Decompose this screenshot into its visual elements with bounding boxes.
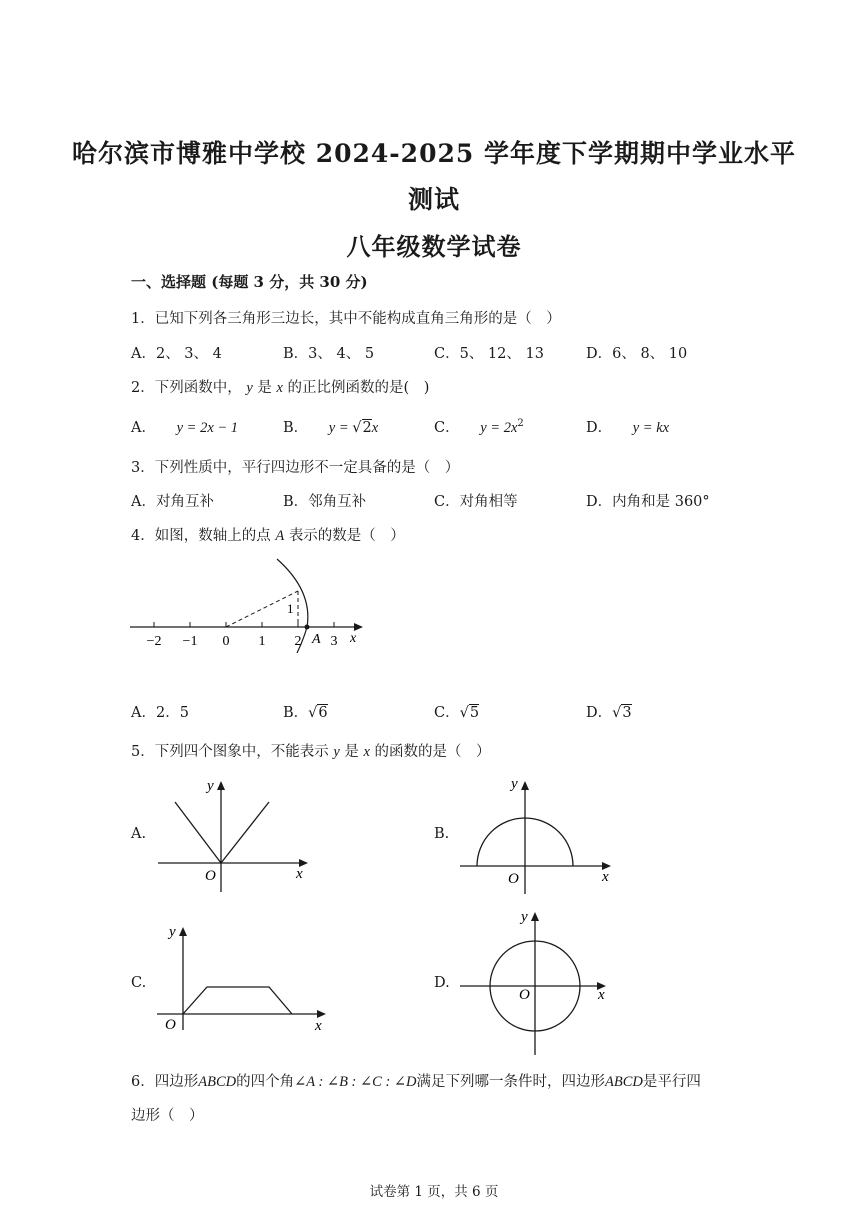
question-1-option-c: C．5、 12、 13 <box>434 346 544 362</box>
x-axis-label: x <box>315 1018 322 1034</box>
axis-x-label: x <box>350 631 357 646</box>
question-5-stem <box>131 740 491 761</box>
question-2-option-d-formula: y = kx <box>632 420 670 436</box>
y-axis-arrow-icon <box>217 781 225 790</box>
y-axis-label: y <box>207 778 214 794</box>
question-3-option-a: A．对角互补 <box>131 494 214 510</box>
question-3-stem: 3．下列性质中，平行四边形不一定具备的是（ ） <box>131 460 460 476</box>
question-4-stem-suffix: 表示的数是（ ） <box>288 528 405 544</box>
tick-label: 3 <box>330 634 338 649</box>
question-5-stem-suffix: 的函数的是（ ） <box>374 744 491 760</box>
question-3-option-c: C．对角相等 <box>434 494 518 510</box>
question-2-option-b-radicand: 2 <box>362 420 372 436</box>
question-4-option-d-radicand: 3 <box>622 705 632 721</box>
question-2-stem-suffix: 的正比例函数的是( ) <box>287 380 430 396</box>
question-4-option-a-value: 2．5 <box>155 705 189 721</box>
option-label: C． <box>434 420 460 436</box>
question-2-stem-mid: 是 <box>257 380 272 396</box>
height-label: 1 <box>287 601 294 616</box>
question-6-line1 <box>131 1070 701 1091</box>
axis-arrow-icon <box>354 623 363 631</box>
tick-label: −1 <box>182 634 198 649</box>
graph-b-label: B. <box>434 826 450 842</box>
sqrt-sign-icon: √ <box>612 705 622 721</box>
origin-label: O <box>519 987 530 1003</box>
point-a-label: A <box>312 632 321 647</box>
option-label: A． <box>131 705 156 721</box>
option-label: D． <box>586 705 613 721</box>
graph-d-label: D. <box>434 975 450 991</box>
origin-label: O <box>508 871 519 887</box>
y-axis-arrow-icon <box>179 927 187 936</box>
trapezoid-path <box>183 987 292 1014</box>
option-label: B． <box>283 705 309 721</box>
question-4-option-a <box>131 701 189 722</box>
tick-label: 2 <box>294 634 302 649</box>
y-axis-label: y <box>521 909 528 925</box>
question-2-option-d <box>586 416 669 437</box>
tick-label: −2 <box>146 634 162 649</box>
question-6-quad2: ABCD <box>605 1074 643 1090</box>
exam-subtitle: 八年级数学试卷 <box>346 232 522 261</box>
number-line-figure <box>125 553 370 653</box>
question-6-prefix: 6．四边形 <box>131 1074 199 1090</box>
question-2-stem-x: x <box>276 380 283 396</box>
question-2-option-b-prefix: y = <box>328 420 353 436</box>
question-6-suffix: 满足下列哪一条件时，四边形 <box>416 1074 606 1090</box>
question-4-option-c <box>434 701 479 722</box>
sqrt-sign-icon: √ <box>459 705 469 721</box>
tick-label: 1 <box>258 634 266 649</box>
option-label: B． <box>283 420 309 436</box>
page-footer: 试卷第 1 页，共 6 页 <box>369 1184 499 1200</box>
question-2-option-c-exponent: 2 <box>517 418 524 430</box>
question-3-option-b: B．邻角互补 <box>283 494 367 510</box>
origin-label: O <box>205 868 216 884</box>
question-5-stem-y: y <box>333 744 340 760</box>
question-2-option-b-var: x <box>371 420 379 436</box>
y-axis-arrow-icon <box>531 912 539 921</box>
graph-a-label: A. <box>131 826 147 842</box>
question-2-option-a-formula: y = 2x − 1 <box>176 420 239 436</box>
x-axis-arrow-icon <box>317 1010 326 1018</box>
question-4-option-d <box>586 701 632 722</box>
question-4-stem-point: A <box>275 528 285 544</box>
question-6-end: 是平行四 <box>642 1074 701 1090</box>
x-axis-label: x <box>296 866 303 882</box>
question-1-option-a: A．2、 3、 4 <box>131 346 222 362</box>
option-label: C． <box>434 705 460 721</box>
question-1-option-b: B．3、 4、 5 <box>283 346 375 362</box>
question-2-stem-prefix: 2．下列函数中， <box>131 380 242 396</box>
question-2-option-c-base: y = 2x <box>480 420 518 436</box>
question-1-option-d: D．6、 8、 10 <box>586 346 688 362</box>
origin-label: O <box>165 1017 176 1033</box>
question-2-stem-y: y <box>246 380 253 396</box>
exam-title-line1: 哈尔滨市博雅中学校 2024-2025 学年度下学期期中学业水平 <box>72 139 796 168</box>
graph-c-label: C. <box>131 975 147 991</box>
question-2-stem <box>131 376 429 397</box>
question-1-stem: 1．已知下列各三角形三边长，其中不能构成直角三角形的是（ ） <box>131 311 561 327</box>
graph-c <box>155 918 335 1036</box>
graph-b <box>455 770 620 895</box>
point-a-dot <box>305 625 310 630</box>
question-6-quad: ABCD <box>198 1074 237 1090</box>
y-axis-label: y <box>169 924 176 940</box>
question-4-option-b <box>283 701 328 722</box>
question-4-stem <box>131 524 405 545</box>
graph-line-right <box>221 802 269 863</box>
sqrt-sign-icon: √ <box>308 705 318 721</box>
question-2-option-c <box>434 416 524 437</box>
section-heading: 一、选择题 (每题 3 分，共 30 分) <box>131 273 368 291</box>
sqrt-sign-icon: √ <box>352 420 362 436</box>
question-4-stem-prefix: 4．如图，数轴上的点 <box>131 528 271 544</box>
option-label: A． <box>131 420 156 436</box>
question-6-ratio: ∠A : ∠B : ∠C : ∠D <box>294 1074 417 1090</box>
question-3-option-d: D．内角和是 360° <box>586 494 710 510</box>
question-4-option-c-radicand: 5 <box>469 705 480 721</box>
exam-title-line2: 测试 <box>407 185 460 214</box>
y-axis-arrow-icon <box>521 781 529 790</box>
x-axis-label: x <box>598 987 605 1003</box>
question-2-option-b <box>283 416 378 437</box>
question-4-option-b-radicand: 6 <box>318 705 328 721</box>
question-6-mid: 的四个角 <box>236 1074 295 1090</box>
x-axis-label: x <box>602 869 609 885</box>
graph-d <box>455 905 615 1057</box>
graph-line-left <box>175 802 221 863</box>
graph-a <box>150 770 320 895</box>
tick-label: 0 <box>222 634 230 649</box>
question-5-stem-x: x <box>363 744 370 760</box>
y-axis-label: y <box>511 776 518 792</box>
question-6-line2: 边形（ ） <box>131 1108 204 1124</box>
option-label: D． <box>586 420 613 436</box>
question-5-stem-mid: 是 <box>344 744 359 760</box>
question-2-option-a <box>131 416 238 437</box>
question-5-stem-prefix: 5．下列四个图象中，不能表示 <box>131 744 329 760</box>
